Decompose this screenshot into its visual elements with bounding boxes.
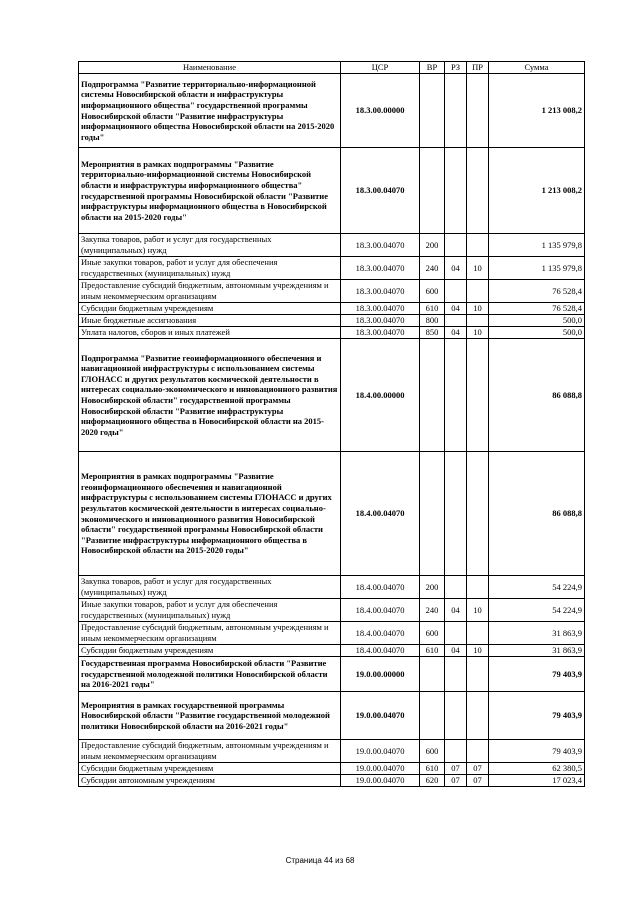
cell-csr: 19.0.00.04070 <box>341 775 420 787</box>
cell-sum: 86 088,8 <box>489 452 585 576</box>
cell-sum: 54 224,9 <box>489 599 585 622</box>
cell-pr: 07 <box>467 763 489 775</box>
cell-csr: 19.0.00.04070 <box>341 692 420 740</box>
cell-name: Мероприятия в рамках государственной программы Новосибирской области "Развитие государственной молодежной политики Новосибирской области на 2016-2021 годы" <box>79 692 341 740</box>
cell-name: Мероприятия в рамках подпрограммы "Развитие территориально-информационной системы Новосибирской области и инфраструктуры информационного общества" государственной программы Новосибирской области "Развитие инфраструктуры информационного общества в Новосибирской области на 2015-2020 годы" <box>79 148 341 234</box>
cell-name: Предоставление субсидий бюджетным, автономным учреждениям и иным некоммерческим организациям <box>79 622 341 645</box>
cell-vr <box>420 452 445 576</box>
header-vr: ВР <box>420 62 445 74</box>
cell-name: Предоставление субсидий бюджетным, автономным учреждениям и иным некоммерческим организациям <box>79 280 341 303</box>
cell-vr: 600 <box>420 622 445 645</box>
cell-rz <box>445 622 467 645</box>
cell-name: Субсидии бюджетным учреждениям <box>79 303 341 315</box>
cell-sum: 17 023,4 <box>489 775 585 787</box>
table-row <box>79 303 585 315</box>
cell-vr: 800 <box>420 315 445 327</box>
cell-csr: 19.0.00.04070 <box>341 763 420 775</box>
cell-vr: 610 <box>420 763 445 775</box>
cell-csr: 18.4.00.04070 <box>341 452 420 576</box>
cell-name: Субсидии автономным учреждениям <box>79 775 341 787</box>
cell-sum: 62 380,5 <box>489 763 585 775</box>
cell-sum: 1 213 008,2 <box>489 148 585 234</box>
cell-rz <box>445 74 467 148</box>
cell-vr: 200 <box>420 234 445 257</box>
cell-pr <box>467 74 489 148</box>
cell-name: Предоставление субсидий бюджетным, автономным учреждениям и иным некоммерческим организациям <box>79 740 341 763</box>
cell-sum: 79 403,9 <box>489 740 585 763</box>
table-row <box>79 327 585 339</box>
cell-rz <box>445 315 467 327</box>
cell-name: Подпрограмма "Развитие территориально-информационной системы Новосибирской области и инфраструктуры информационного общества" государственной программы Новосибирской области "Развитие инфраструктуры информационного общества Новосибирской области на 2015-2020 годы" <box>79 74 341 148</box>
table-row <box>79 339 585 452</box>
header-pr: ПР <box>467 62 489 74</box>
cell-rz <box>445 692 467 740</box>
table-row <box>79 763 585 775</box>
cell-rz <box>445 234 467 257</box>
cell-sum: 76 528,4 <box>489 303 585 315</box>
header-name: Наименование <box>79 62 341 74</box>
table-row <box>79 234 585 257</box>
cell-vr <box>420 148 445 234</box>
page-number: Страница 44 из 68 <box>285 856 355 865</box>
cell-pr <box>467 740 489 763</box>
cell-rz: 07 <box>445 763 467 775</box>
cell-vr: 620 <box>420 775 445 787</box>
cell-name: Субсидии бюджетным учреждениям <box>79 763 341 775</box>
header-rz: РЗ <box>445 62 467 74</box>
cell-vr: 600 <box>420 280 445 303</box>
cell-vr <box>420 692 445 740</box>
table-row <box>79 280 585 303</box>
table-row <box>79 315 585 327</box>
cell-vr <box>420 657 445 692</box>
cell-csr: 19.0.00.04070 <box>341 740 420 763</box>
cell-csr: 18.3.00.04070 <box>341 327 420 339</box>
cell-pr <box>467 576 489 599</box>
cell-pr: 10 <box>467 599 489 622</box>
cell-sum: 79 403,9 <box>489 657 585 692</box>
cell-sum: 1 135 979,8 <box>489 234 585 257</box>
cell-sum: 500,0 <box>489 315 585 327</box>
cell-sum: 1 135 979,8 <box>489 257 585 280</box>
cell-vr: 850 <box>420 327 445 339</box>
cell-csr: 18.4.00.00000 <box>341 339 420 452</box>
table-row <box>79 740 585 763</box>
cell-pr: 10 <box>467 303 489 315</box>
cell-rz <box>445 339 467 452</box>
cell-sum: 54 224,9 <box>489 576 585 599</box>
cell-name: Иные закупки товаров, работ и услуг для обеспечения государственных (муниципальных) нужд <box>79 257 341 280</box>
cell-pr: 10 <box>467 257 489 280</box>
cell-name: Мероприятия в рамках подпрограммы "Развитие геоинформационного обеспечения и навигационной инфраструктуры с использованием системы ГЛОНАСС и других результатов космической деятельности в интересах социально-экономического и инновационного развития Новосибирской области" государственной программы Новосибирской области "Развитие инфраструктуры информационного общества в Новосибирской области на 2015-2020 годы" <box>79 452 341 576</box>
cell-pr: 07 <box>467 775 489 787</box>
cell-rz <box>445 452 467 576</box>
cell-pr <box>467 452 489 576</box>
table-row <box>79 74 585 148</box>
cell-csr: 18.4.00.04070 <box>341 622 420 645</box>
cell-vr: 240 <box>420 257 445 280</box>
cell-csr: 18.4.00.04070 <box>341 599 420 622</box>
cell-sum: 31 863,9 <box>489 645 585 657</box>
header-csr: ЦСР <box>341 62 420 74</box>
table-row <box>79 257 585 280</box>
cell-name: Иные бюджетные ассигнования <box>79 315 341 327</box>
cell-csr: 18.3.00.04070 <box>341 257 420 280</box>
budget-table <box>78 61 585 787</box>
cell-vr <box>420 74 445 148</box>
table-header-row <box>79 62 585 74</box>
cell-name: Уплата налогов, сборов и иных платежей <box>79 327 341 339</box>
cell-name: Подпрограмма "Развитие геоинформационного обеспечения и навигационной инфраструктуры с использованием системы ГЛОНАСС и других результатов космической деятельности в интересах социально-экономического и инновационного развития Новосибирской области" государственной программы Новосибирской области "Развитие инфраструктуры информационного общества в Новосибирской области на 2015-2020 годы" <box>79 339 341 452</box>
table-row <box>79 692 585 740</box>
cell-csr: 18.3.00.04070 <box>341 234 420 257</box>
header-sum: Сумма <box>489 62 585 74</box>
table-row <box>79 645 585 657</box>
table-row <box>79 148 585 234</box>
cell-sum: 79 403,9 <box>489 692 585 740</box>
cell-csr: 18.3.00.04070 <box>341 148 420 234</box>
cell-csr: 18.3.00.04070 <box>341 303 420 315</box>
cell-pr <box>467 280 489 303</box>
cell-csr: 18.3.00.04070 <box>341 315 420 327</box>
cell-name: Иные закупки товаров, работ и услуг для обеспечения государственных (муниципальных) нужд <box>79 599 341 622</box>
cell-vr: 200 <box>420 576 445 599</box>
cell-rz: 07 <box>445 775 467 787</box>
cell-rz: 04 <box>445 303 467 315</box>
cell-rz: 04 <box>445 599 467 622</box>
table-row <box>79 599 585 622</box>
cell-sum: 500,0 <box>489 327 585 339</box>
table-row <box>79 622 585 645</box>
cell-pr <box>467 339 489 452</box>
table-row <box>79 576 585 599</box>
cell-name: Государственная программа Новосибирской области "Развитие государственной молодежной политики Новосибирской области на 2016-2021 годы" <box>79 657 341 692</box>
cell-sum: 76 528,4 <box>489 280 585 303</box>
cell-rz <box>445 657 467 692</box>
cell-vr: 240 <box>420 599 445 622</box>
cell-pr: 10 <box>467 327 489 339</box>
cell-pr <box>467 234 489 257</box>
cell-pr <box>467 622 489 645</box>
cell-rz: 04 <box>445 645 467 657</box>
cell-csr: 18.4.00.04070 <box>341 645 420 657</box>
cell-sum: 1 213 008,2 <box>489 74 585 148</box>
cell-csr: 18.3.00.04070 <box>341 280 420 303</box>
table-row <box>79 657 585 692</box>
cell-csr: 18.3.00.00000 <box>341 74 420 148</box>
cell-name: Закупка товаров, работ и услуг для государственных (муниципальных) нужд <box>79 576 341 599</box>
cell-csr: 18.4.00.04070 <box>341 576 420 599</box>
cell-vr: 610 <box>420 303 445 315</box>
cell-name: Закупка товаров, работ и услуг для государственных (муниципальных) нужд <box>79 234 341 257</box>
cell-pr <box>467 657 489 692</box>
cell-vr: 610 <box>420 645 445 657</box>
cell-sum: 31 863,9 <box>489 622 585 645</box>
table-row <box>79 775 585 787</box>
cell-csr: 19.0.00.00000 <box>341 657 420 692</box>
cell-rz: 04 <box>445 327 467 339</box>
cell-rz: 04 <box>445 257 467 280</box>
table-row <box>79 452 585 576</box>
cell-vr: 600 <box>420 740 445 763</box>
cell-pr <box>467 692 489 740</box>
cell-rz <box>445 280 467 303</box>
cell-sum: 86 088,8 <box>489 339 585 452</box>
cell-name: Субсидии бюджетным учреждениям <box>79 645 341 657</box>
cell-pr <box>467 148 489 234</box>
cell-rz <box>445 576 467 599</box>
cell-rz <box>445 148 467 234</box>
cell-pr <box>467 315 489 327</box>
cell-vr <box>420 339 445 452</box>
cell-rz <box>445 740 467 763</box>
cell-pr: 10 <box>467 645 489 657</box>
